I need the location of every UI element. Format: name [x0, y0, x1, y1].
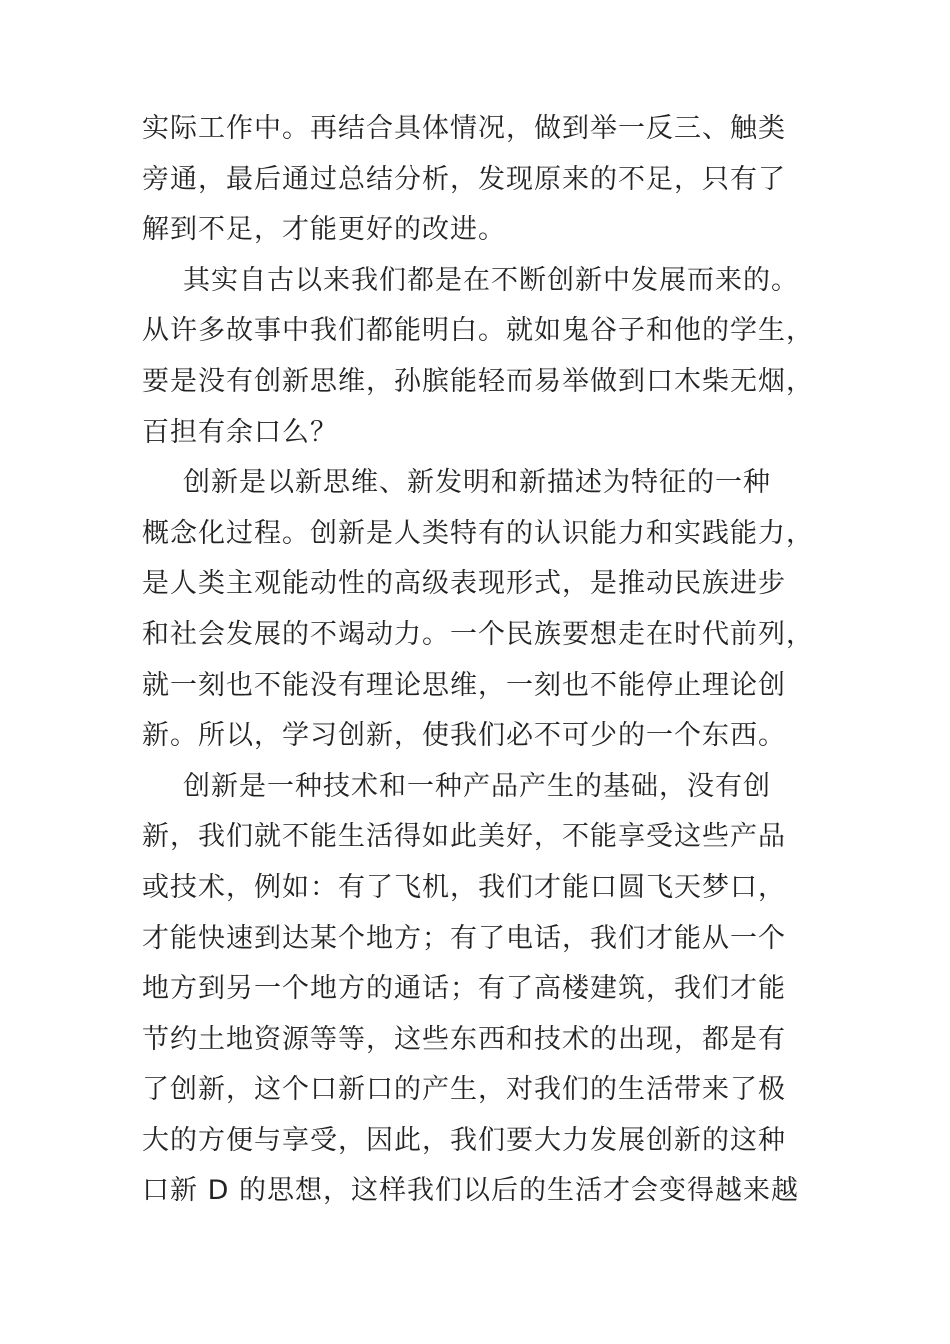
paragraph-3	[142, 458, 822, 762]
text-line: 解到不足，才能更好的改进。	[142, 214, 506, 246]
text-line: 才能快速到达某个地方；有了电话，我们才能从一个	[142, 922, 786, 954]
text-line: 其实自古以来我们都是在不断创新中发展而来的。	[183, 264, 799, 296]
text-line: 创新是一种技术和一种产品产生的基础，没有创	[183, 770, 771, 802]
text-line: 了创新，这个口新口的产生，对我们的生活带来了极	[142, 1074, 786, 1106]
text-line: 地方到另一个地方的通话；有了高楼建筑，我们才能	[142, 973, 786, 1005]
text-line: 是人类主观能动性的高级表现形式，是推动民族进步	[142, 568, 786, 600]
text-line: 从许多故事中我们都能明白。就如鬼谷子和他的学生，	[142, 315, 814, 347]
text-line: 创新是以新思维、新发明和新描述为特征的一种	[183, 467, 771, 499]
paragraph-2	[142, 256, 822, 458]
text-line: 口新 D 的思想，这样我们以后的生活才会变得越来越	[142, 1175, 799, 1207]
text-line: 概念化过程。创新是人类特有的认识能力和实践能力，	[142, 517, 814, 549]
text-line: 要是没有创新思维，孙膑能轻而易举做到口木柴无烟，	[142, 365, 814, 397]
text-line: 新，我们就不能生活得如此美好，不能享受这些产品	[142, 821, 786, 853]
text-line: 节约土地资源等等，这些东西和技术的出现，都是有	[142, 1023, 786, 1055]
text-line: 新。所以，学习创新，使我们必不可少的一个东西。	[142, 720, 786, 752]
text-line: 就一刻也不能没有理论思维，一刻也不能停止理论创	[142, 669, 786, 701]
body-text	[142, 104, 822, 1217]
paragraph-1	[142, 104, 822, 256]
text-line: 和社会发展的不竭动力。一个民族要想走在时代前列，	[142, 618, 814, 650]
text-line: 旁通，最后通过总结分析，发现原来的不足，只有了	[142, 163, 786, 195]
text-line: 实际工作中。再结合具体情况，做到举一反三、触类	[142, 113, 786, 144]
text-line: 百担有余口么？	[142, 416, 338, 448]
text-line: 大的方便与享受，因此，我们要大力发展创新的这种	[142, 1124, 786, 1156]
paragraph-4	[142, 762, 822, 1217]
text-line: 或技术，例如：有了飞机，我们才能口圆飞天梦口，	[142, 871, 786, 903]
